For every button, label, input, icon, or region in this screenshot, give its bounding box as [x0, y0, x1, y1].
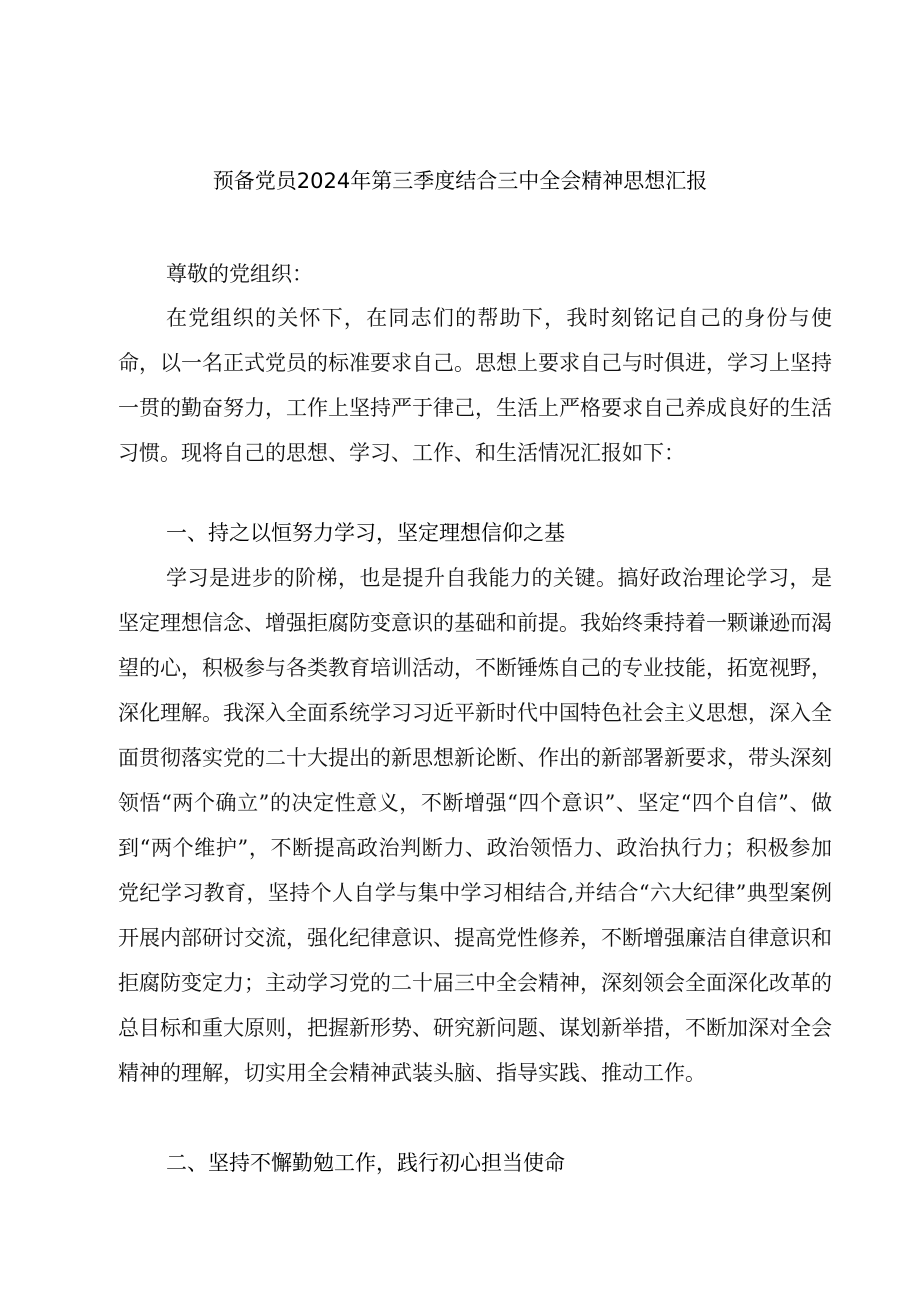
- section-heading-1: 一、持之以恒努力学习，坚定理想信仰之基: [166, 521, 565, 545]
- document-title: 预备党员2024年第三季度结合三中全会精神思想汇报: [212, 169, 708, 193]
- section-heading-2: 二、坚持不懈勤勉工作，践行初心担当使命: [166, 1151, 565, 1175]
- paragraph-intro: 在党组织的关怀下，在同志们的帮助下，我时刻铭记自己的身份与使命，以一名正式党员的标准要求自己。思想上要求自己与时俱进，学习上坚持一贯的勤奋努力，工作上坚持严于律己，生活上严格要求自己养成良好的生活习惯。现将自己的思想、学习、工作、和生活情况汇报如下：: [118, 306, 832, 465]
- paragraph-study: 学习是进步的阶梯，也是提升自我能力的关键。搞好政治理论学习，是坚定理想信念、增强拒腐防变意识的基础和前提。我始终秉持着一颗谦逊而渴望的心，积极参与各类教育培训活动，不断锤炼自己的专业技能，拓宽视野，深化理解。我深入全面系统学习习近平新时代中国特色社会主义思想，深入全面贯彻落实党的二十大提出的新思想新论断、作出的新部署新要求，带头深刻领悟“两个确立”的决定性意义，不断增强“四个意识”、坚定“四个自信”、做到“两个维护”，不断提高政治判断力、政治领悟力、政治执行力；积极参加党纪学习教育，坚持个人自学与集中学习相结合,并结合“六大纪律”典型案例开展内部研讨交流，强化纪律意识、提高党性修养，不断增强廉洁自律意识和拒腐防变定力；主动学习党的二十届三中全会精神，深刻领会全面深化改革的总目标和重大原则，把握新形势、研究新问题、谋划新举措，不断加深对全会精神的理解，切实用全会精神武装头脑、指导实践、推动工作。: [118, 566, 832, 1085]
- salutation: 尊敬的党组织：: [166, 262, 313, 286]
